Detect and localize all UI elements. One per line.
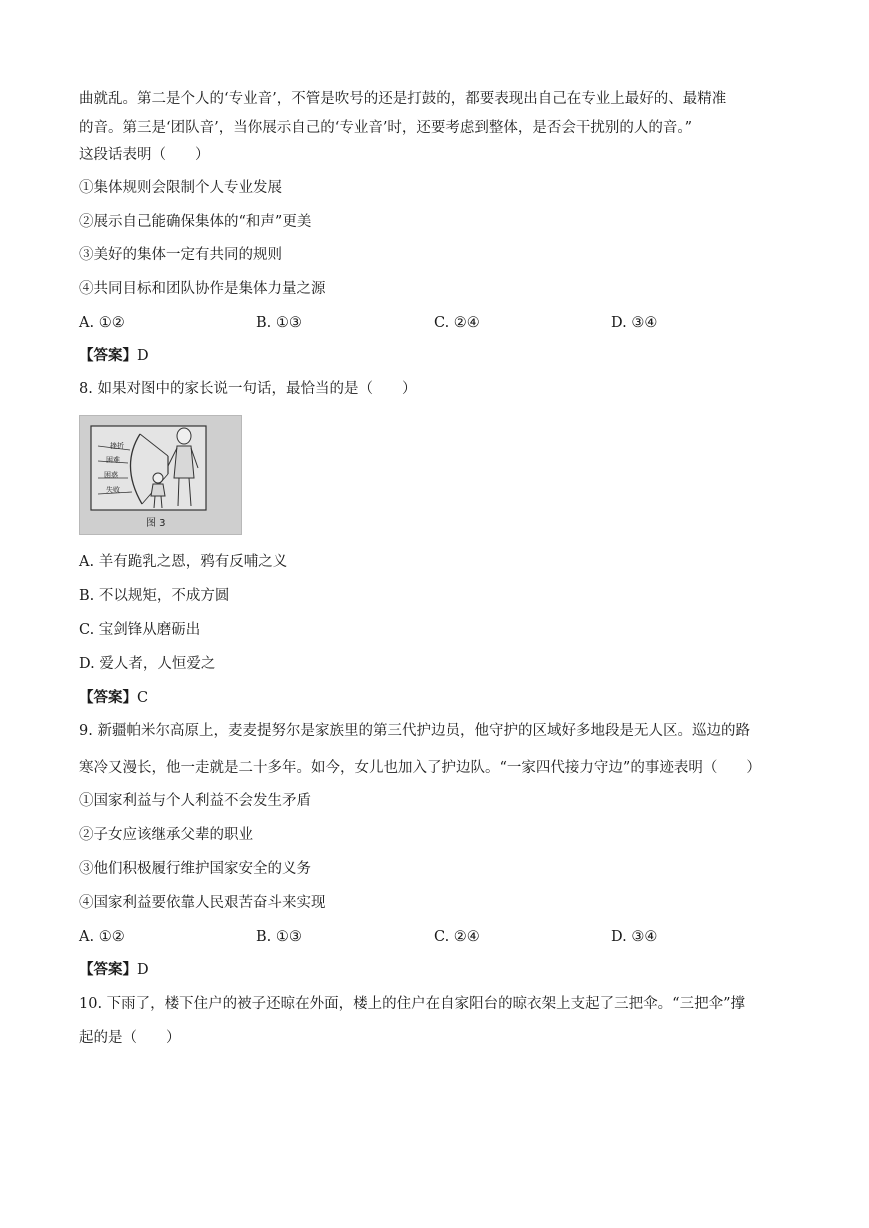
q9-stem-line-2: 寒冷又漫长，他一走就是二十多年。如今，女儿也加入了护边队。“一家四代接力守边”的事迹表明（ ） (79, 760, 761, 776)
q9-option-c: C. ②④ (434, 929, 480, 945)
q9-statement-4: ④国家利益要依靠人民艰苦奋斗来实现 (79, 895, 326, 911)
q10-stem-line-2: 起的是（ ） (79, 1030, 181, 1046)
q9-statement-2: ②子女应该继承父辈的职业 (79, 827, 253, 843)
q7-answer (79, 346, 149, 366)
q9-statement-3: ③他们积极履行维护国家安全的义务 (79, 861, 311, 877)
q8-figure-image (79, 415, 242, 535)
q9-option-d: D. ③④ (611, 929, 658, 945)
q7-question-prompt: 这段话表明（ ） (79, 147, 210, 163)
q8-option-b: B. 不以规矩，不成方圆 (79, 588, 230, 604)
umbrella-label-3: 困惑 (104, 471, 118, 479)
q8-option-c: C. 宝剑锋从磨砺出 (79, 622, 201, 638)
q9-option-b: B. ①③ (256, 929, 302, 945)
q7-statement-2: ②展示自己能确保集体的“和声”更美 (79, 214, 312, 230)
q7-statement-3: ③美好的集体一定有共同的规则 (79, 247, 282, 263)
q9-options (79, 927, 799, 947)
figure-caption: 图 3 (146, 518, 166, 529)
q7-answer-value: D (137, 348, 149, 364)
q7-option-b: B. ①③ (256, 315, 302, 331)
q7-statement-1: ①集体规则会限制个人专业发展 (79, 180, 282, 196)
q7-text-line-1: 曲就乱。第二是个人的‘专业音’，不管是吹号的还是打鼓的，都要表现出自己在专业上最好的、最精准 (79, 91, 727, 107)
umbrella-label-2: 困难 (106, 456, 120, 464)
q9-option-a: A. ①② (79, 929, 125, 945)
q7-statement-4: ④共同目标和团队协作是集体力量之源 (79, 281, 326, 297)
q7-option-a: A. ①② (79, 315, 125, 331)
q7-options (79, 313, 799, 333)
q9-answer-label: 【答案】 (79, 961, 137, 978)
q8-answer-label: 【答案】 (79, 689, 137, 706)
q7-answer-label: 【答案】 (79, 347, 137, 364)
q9-statement-1: ①国家利益与个人利益不会发生矛盾 (79, 793, 311, 809)
q8-option-a: A. 羊有跪乳之恩，鸦有反哺之义 (79, 554, 288, 570)
q9-stem-line-1: 9. 新疆帕米尔高原上，麦麦提努尔是家族里的第三代护边员，他守护的区域好多地段是无人区。巡边的路 (79, 723, 750, 739)
q7-option-c: C. ②④ (434, 315, 480, 331)
q9-answer-value: D (137, 962, 149, 978)
q8-stem: 8. 如果对图中的家长说一句话，最恰当的是（ ） (79, 381, 417, 397)
q9-answer (79, 960, 149, 980)
q8-answer-value: C (137, 690, 149, 706)
q7-text-line-2: 的音。第三是‘团队音’，当你展示自己的‘专业音’时，还要考虑到整体，是否会干扰别的人的音。” (79, 120, 693, 136)
q8-answer (79, 688, 148, 708)
umbrella-label-1: 挫折 (110, 442, 124, 450)
q10-stem-line-1: 10. 下雨了，楼下住户的被子还晾在外面，楼上的住户在自家阳台的晾衣架上支起了三把伞。“三把伞”撑 (79, 996, 745, 1012)
q8-option-d: D. 爱人者，人恒爱之 (79, 656, 216, 672)
umbrella-label-4: 失败 (106, 486, 120, 494)
q7-option-d: D. ③④ (611, 315, 658, 331)
